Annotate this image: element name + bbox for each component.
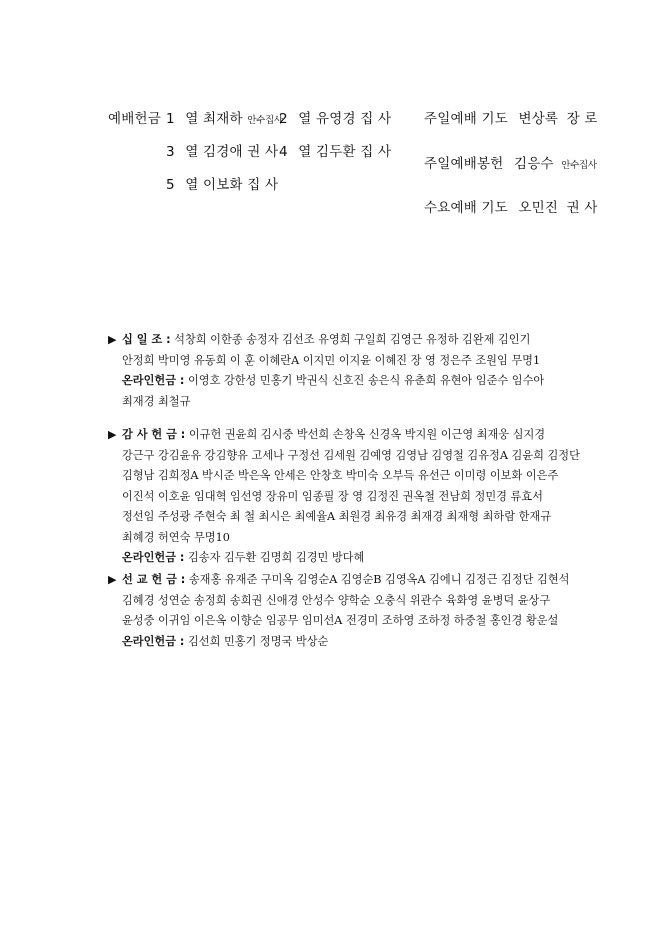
person-name: 이보화 — [203, 177, 243, 193]
arrow-right-icon: ▶ — [108, 333, 117, 346]
role-label: 주일예배봉헌 — [424, 156, 504, 172]
name-list-line: 김송자 김두환 김명희 김경민 방다혜 — [187, 551, 365, 564]
person-title: 집 사 — [360, 144, 392, 160]
sunday-prayer — [424, 107, 598, 127]
role-label: 수요예배 기도 — [424, 200, 508, 216]
name-list-line: 김형남 김희정A 박시준 박은옥 안세은 안창호 박미숙 오부득 유선근 이미령 이보화 이은주 — [122, 469, 559, 482]
thanks-offering-section — [108, 425, 580, 569]
row-number: 1 — [166, 111, 175, 127]
section-heading-line — [108, 330, 568, 351]
row-number: 3 — [166, 144, 175, 160]
name-list-line: 정선임 주성광 주현숙 최 철 최시은 최예율A 최원경 최유경 최재경 최재형 최하람 한재규 — [122, 510, 552, 523]
tithe-section — [108, 330, 568, 412]
person-title: 장 로 — [566, 111, 598, 127]
name-list-line: 최혜경 허연숙 무명10 — [122, 530, 230, 544]
person-title: 안수집사 — [561, 160, 597, 171]
online-line — [108, 632, 568, 653]
arrow-right-icon: ▶ — [108, 428, 117, 441]
person-title: 집 사 — [247, 177, 279, 193]
person-title: 권 사 — [566, 200, 598, 216]
row-number: 2 — [279, 111, 288, 127]
row-role: 열 — [298, 111, 312, 127]
person-name: 변상록 — [518, 111, 559, 127]
online-label: 온라인헌금 : — [122, 551, 185, 564]
row-role: 열 — [185, 111, 199, 127]
person-title: 집 사 — [360, 111, 392, 127]
person-name: 오민진 — [518, 200, 559, 216]
row-number: 4 — [279, 144, 288, 160]
offering-row-1-entry-2 — [279, 107, 391, 127]
name-list-line: 송재홍 유재준 구미옥 김영순A 김영순B 김영옥A 김에니 김정근 김정단 김현석 — [188, 573, 570, 586]
row-role: 열 — [298, 144, 312, 160]
offering-row-1-entry-1 — [166, 107, 283, 127]
name-list-line: 최재경 최철규 — [122, 394, 191, 408]
row-number: 5 — [166, 177, 175, 193]
person-title: 안수집사 — [247, 115, 283, 126]
name-list-line: 안정희 박미영 유동희 이 훈 이혜란A 이지민 이지윤 이혜진 장 영 정은주 조원임 무명1 — [122, 353, 541, 367]
arrow-right-icon: ▶ — [108, 573, 117, 586]
sunday-offering — [424, 152, 597, 172]
online-label: 온라인헌금 : — [122, 374, 185, 387]
name-list-line: 이영호 강한성 민홍기 박권식 신호진 송은식 유춘희 유현아 임준수 임수아 — [187, 374, 545, 387]
name-list-line: 이규헌 권윤희 김시중 박선희 손창옥 신경옥 박지원 이근영 최재웅 심지경 — [188, 428, 546, 441]
person-title: 권 사 — [247, 144, 279, 160]
wednesday-prayer — [424, 196, 598, 216]
offering-row-3-entry-1 — [166, 173, 278, 193]
name-list-line: 이진석 이호윤 임대혁 임선영 장유미 임종필 장 영 김정진 권옥철 전남희 정민경 류효서 — [122, 489, 543, 503]
offering-row-2-entry-1 — [166, 140, 278, 160]
section-heading-line — [108, 570, 568, 591]
offering-row-2-entry-2 — [279, 140, 391, 160]
person-name: 유영경 — [316, 111, 356, 127]
online-label: 온라인헌금 : — [122, 634, 185, 648]
row-role: 열 — [185, 144, 199, 160]
online-line — [108, 371, 568, 392]
section-label: 감 사 헌 금 : — [122, 428, 186, 441]
name-list-line: 김선희 민홍기 정명국 박상순 — [187, 634, 329, 648]
name-list-line: 석창희 이한종 송정자 김선조 유영희 구일희 김영근 유정하 김완제 김인기 — [174, 333, 531, 346]
section-label: 십 일 조 : — [122, 333, 171, 346]
section-label: 선 교 헌 금 : — [122, 573, 186, 586]
role-label: 주일예배 기도 — [424, 111, 508, 127]
offering-label: 예배헌금 — [108, 111, 161, 127]
row-role: 열 — [185, 177, 199, 193]
online-line — [108, 548, 568, 569]
mission-offering-section — [108, 570, 568, 652]
person-name: 김경애 — [203, 144, 243, 160]
person-name: 김두환 — [316, 144, 356, 160]
name-list-line: 강근구 강김윤유 강김향유 고세나 구정선 김세원 김예영 김영남 김영철 김유정A 김윤희 김정단 — [122, 448, 580, 462]
section-heading-line — [108, 425, 568, 446]
name-list-line: 김혜경 성연순 송정희 송희권 신애경 안성수 양학순 오충식 위관수 육화영 윤병덕 윤상구 — [122, 593, 551, 607]
person-name: 최재하 — [203, 111, 243, 127]
name-list-line: 윤성중 이귀임 이은옥 이향순 임공무 임미선A 전경미 조하영 조하정 하중철 홍인경 황운설 — [122, 614, 559, 627]
person-name: 김응수 — [513, 156, 554, 172]
